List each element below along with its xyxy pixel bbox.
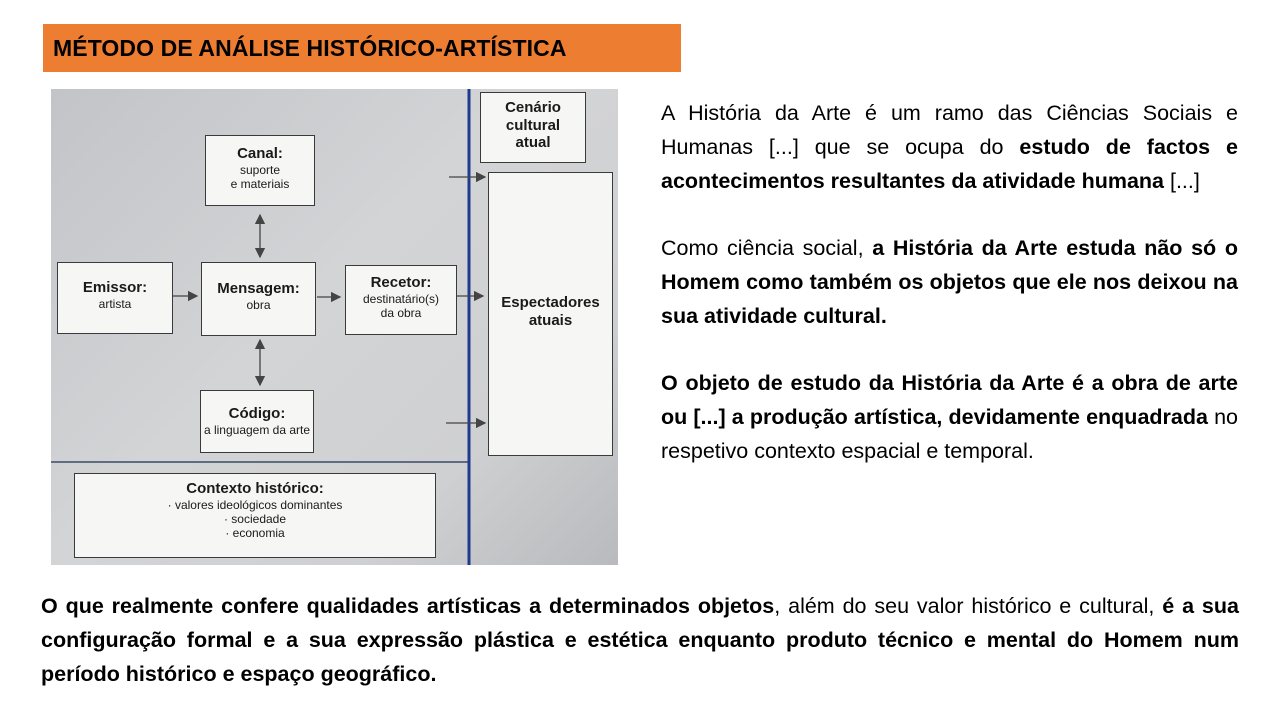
contexto-item: · valores ideológicos dominantes <box>167 497 343 512</box>
bottom-text <box>41 589 1239 691</box>
paragraph-2: Como ciência social, a História da Arte estuda não só o Homem como também os objetos que ele nos deixou na sua atividade cultural. <box>661 236 1238 328</box>
title-banner <box>43 24 681 72</box>
right-text-column <box>661 96 1238 501</box>
paragraph-4: O que realmente confere qualidades artísticas a determinados objetos, além do seu valor histórico e cultural, é a sua configuração formal e a sua expressão plástica e estética enquanto produto técnico e mental do Homem num período histórico e espaço geográfico. <box>41 594 1239 686</box>
contexto-item: · sociedade <box>223 511 287 526</box>
box-contexto: Contexto histórico: · valores ideológicos dominantes · sociedade · economia <box>74 473 436 558</box>
box-cenario: Cenário cultural atual <box>480 92 586 163</box>
box-espectadores: Espectadores atuais <box>488 172 613 456</box>
box-canal: Canal: suporte e materiais <box>205 135 315 206</box>
page-title: MÉTODO DE ANÁLISE HISTÓRICO-ARTÍSTICA <box>53 34 567 61</box>
box-recetor: Recetor: destinatário(s) da obra <box>345 265 457 335</box>
communication-diagram <box>51 89 618 565</box>
box-mensagem: Mensagem: obra <box>201 262 316 336</box>
box-emissor: Emissor: artista <box>57 262 173 334</box>
paragraph-1: A História da Arte é um ramo das Ciências Sociais e Humanas [...] que se ocupa do estudo de factos e acontecimentos resultantes da atividade humana [...] <box>661 101 1238 193</box>
paragraph-3: O objeto de estudo da História da Arte é a obra de arte ou [...] a produção artística, devidamente enquadrada no respetivo contexto espacial e temporal. <box>661 371 1239 463</box>
box-codigo: Código: a linguagem da arte <box>200 390 314 453</box>
contexto-item: · economia <box>225 526 285 540</box>
